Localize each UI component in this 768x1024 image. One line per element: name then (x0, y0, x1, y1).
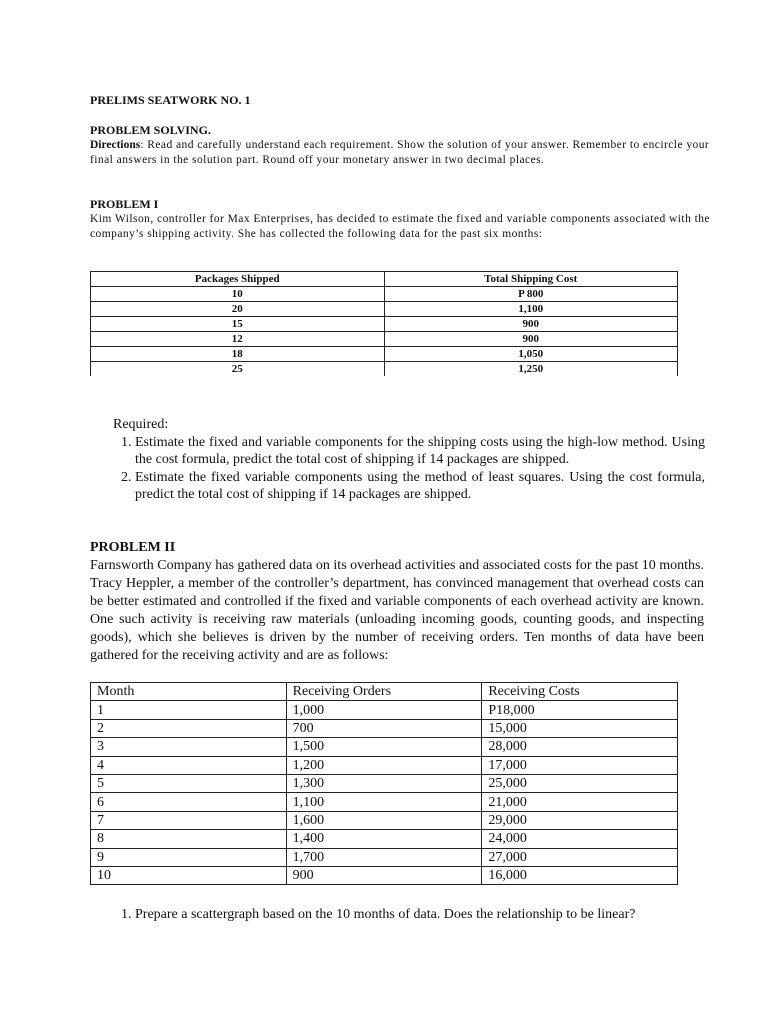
table-row (91, 793, 678, 811)
col-header-cost: Total Shipping Cost (384, 272, 678, 287)
table-cell: 17,000 (482, 756, 678, 774)
directions-text: : Read and carefully understand each requirement. Show the solution of your answer. Remember to encircle your final answers in the solution part. Round off your monetary answer in two decimal places. (90, 139, 710, 166)
problem2-questions (113, 906, 713, 923)
table-cell: 1,100 (384, 302, 678, 317)
table-header-row (91, 272, 678, 287)
shipping-table (90, 271, 678, 376)
table-cell: 10 (91, 866, 287, 884)
table-cell: 15,000 (482, 719, 678, 737)
table-cell: 1,600 (286, 811, 482, 829)
table-cell: 1,500 (286, 738, 482, 756)
table-cell: 10 (91, 287, 385, 302)
col-header-orders: Receiving Orders (286, 683, 482, 701)
table-cell: 2 (91, 719, 287, 737)
col-header-costs: Receiving Costs (482, 683, 678, 701)
required-list (113, 434, 705, 504)
table-cell: 25,000 (482, 774, 678, 792)
table-row (91, 701, 678, 719)
table-row (91, 866, 678, 884)
table-cell: 1,700 (286, 848, 482, 866)
table-row (91, 347, 678, 362)
table-cell: 1,050 (384, 347, 678, 362)
table-row (91, 811, 678, 829)
table-row (91, 332, 678, 347)
table-row (91, 756, 678, 774)
table-row (91, 362, 678, 377)
table-cell: 900 (286, 866, 482, 884)
list-item: 1. Estimate the fixed and variable components for the shipping costs using the high-low method. Using the cost formula, predict the total cost of shipping if 14 packages are shipped. (135, 434, 705, 469)
table-row (91, 830, 678, 848)
table-cell: 20 (91, 302, 385, 317)
table-cell: 12 (91, 332, 385, 347)
table-cell: 18 (91, 347, 385, 362)
table-cell: 9 (91, 848, 287, 866)
col-header-packages: Packages Shipped (91, 272, 385, 287)
list-item: 2. Estimate the fixed variable components using the method of least squares. Using the cost formula, predict the total cost of shipping if 14 packages are shipped. (135, 469, 705, 504)
table-cell: 27,000 (482, 848, 678, 866)
table-cell: 1,200 (286, 756, 482, 774)
question-list (113, 906, 713, 923)
col-header-month: Month (91, 683, 287, 701)
table-cell: 7 (91, 811, 287, 829)
table-cell: 1,300 (286, 774, 482, 792)
table-row (91, 302, 678, 317)
table-cell: 24,000 (482, 830, 678, 848)
table-row (91, 719, 678, 737)
problem1-intro: Kim Wilson, controller for Max Enterprises, has decided to estimate the fixed and variable components associated with the company’s shipping activity. She has collected the following data for the past six months: (90, 213, 710, 240)
table-row (91, 317, 678, 332)
required-label: Required: (113, 417, 169, 432)
problem-solving-heading: PROBLEM SOLVING. (90, 123, 211, 137)
list-item: 1. Prepare a scattergraph based on the 10 months of data. Does the relationship to be linear? (135, 906, 713, 923)
problem2-heading: PROBLEM II (90, 540, 176, 555)
table-cell: 5 (91, 774, 287, 792)
table-cell: 900 (384, 317, 678, 332)
table-cell: 6 (91, 793, 287, 811)
table-row (91, 774, 678, 792)
table-cell: 25 (91, 362, 385, 377)
table-cell: 3 (91, 738, 287, 756)
required-section (113, 416, 705, 504)
table-cell: 16,000 (482, 866, 678, 884)
table-cell: 1,250 (384, 362, 678, 377)
table-cell: 21,000 (482, 793, 678, 811)
directions-label: Directions (90, 139, 141, 151)
problem1-heading: PROBLEM I (90, 197, 159, 211)
table-cell: 29,000 (482, 811, 678, 829)
table-row (91, 738, 678, 756)
table-cell: 4 (91, 756, 287, 774)
table-row (91, 287, 678, 302)
page-title: PRELIMS SEATWORK NO. 1 (90, 93, 251, 107)
directions-paragraph (90, 138, 710, 168)
table-cell: 15 (91, 317, 385, 332)
table-cell: 8 (91, 830, 287, 848)
problem2-paragraph: Farnsworth Company has gathered data on its overhead activities and associated costs for the past 10 months. Tracy Heppler, a member of the controller’s department, has convinced management that overhead costs can be better estimated and controlled if the fixed and variable components of each overhead activity are known. One such activity is receiving raw materials (unloading incoming goods, counting goods, and inspecting goods), which she believes is driven by the number of receiving orders. Ten months of data have been gathered for the receiving activity and are as follows: (90, 558, 704, 663)
table-cell: 1,000 (286, 701, 482, 719)
table-cell: 1,100 (286, 793, 482, 811)
table-cell: 1,400 (286, 830, 482, 848)
table-cell: 700 (286, 719, 482, 737)
table-cell: 1 (91, 701, 287, 719)
receiving-table (90, 682, 678, 885)
table-header-row (91, 683, 678, 701)
table-cell: P 800 (384, 287, 678, 302)
table-cell: 900 (384, 332, 678, 347)
table-row (91, 848, 678, 866)
table-cell: 28,000 (482, 738, 678, 756)
table-cell: P18,000 (482, 701, 678, 719)
